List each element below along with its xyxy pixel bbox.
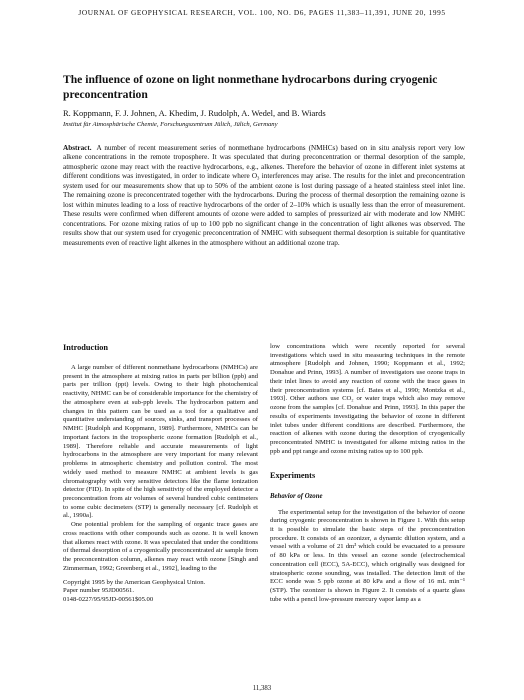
abstract-text: A number of recent measurement series of nonmethane hydrocarbons (NMHCs) based on in situ analysis report very low alkene concentrations in the remote troposphere. It was speculated that during preconcentration or thermal desorption of the sample, atmospheric ozone may react with the reactive hydrocarbons, e.g., alkenes. Therefore the behavior of ozone in different inlet systems at different conditions was investigated, in order to indicate where O₃ interferences may arise. The results for the inlet and preconcentration system used for our measurements show that up to 50% of the ambient ozone is lost during passage of a heated stainless steel inlet line. The remaining ozone is preconcentrated together with the hydrocarbons. During the process of thermal desorption the remaining ozone is lost within minutes leading to a loss of reactive hydrocarbons of the order of 2–10% which is usually less than the error of measurement. These results were confirmed when different amounts of ozone were added to samples of pressurized air with moderate and low NMHC concentrations. For ozone mixing ratios of up to 100 ppb no significant change in the concentration of light alkenes was observed. The results show that our system used for cryogenic preconcentration of NMHC with subsequent thermal desorption is suitable for quantitative measurements even of reactive light alkenes in the atmosphere without an additional ozone trap.: [63, 144, 465, 247]
journal-header: JOURNAL OF GEOPHYSICAL RESEARCH, VOL. 100, NO. D6, PAGES 11,383–11,391, JUNE 20, 1995: [78, 8, 446, 17]
article-authors: R. Koppmann, F. J. Johnen, A. Khedim, J. Rudolph, A. Wedel, and B. Wiards: [63, 108, 326, 118]
introduction-heading: Introduction: [63, 343, 109, 352]
copyright-line: Copyright 1995 by the American Geophysical Union.: [63, 578, 206, 586]
introduction-paragraph-2: One potential problem for the sampling of organic trace gases are cross reactions with other compounds such as ozone. It is well known that alkenes react with ozone. It was speculated that under the conditions of thermal desorption of a cryogenically preconcentrated air sample from the preconcentration column, alkenes may react with ozone [Singh and Zimmerman, 1992; Greenberg et al., 1992], leading to the: [63, 521, 258, 572]
article-title: The influence of ozone on light nonmethane hydrocarbons during cryogenic preconcentration: [63, 73, 438, 101]
abstract-label: Abstract.: [63, 144, 92, 152]
experiments-heading: Experiments: [270, 470, 316, 480]
introduction-paragraph-1: A large number of different nonmethane hydrocarbons (NMHCs) are present in the atmosphere at mixing ratios in parts per billion (ppb) and parts per trillion (ppt) levels. Owing to their high photochemical reactivity, NHMC can be of considerable importance for the chemistry of the atmosphere even at sub-ppb levels. The hydrocarbon pattern and changes in this pattern can be used as a tool for a qualitative and quantitative understanding of sources, sinks, and transport processes of NMHC [Rudolph and Koppmann, 1989]. Furthermore, NMHCs can be important factors in the tropospheric ozone formation [Rudolph et al., 1989]. Therefore reliable and accurate measurements of light hydrocarbons in the atmosphere are very important for many relevant problems in atmospheric chemistry and pollution control. The most widely used method to measure NMHC at ambient levels is gas chromatography with very sensitive detectors like the flame ionization detector (FID). In spite of the high sensitivity of the employed detector a preconcentration from air volumes of several hundred cubic centimeters to some cubic decimeters (STP) is generally necessary [cf. Rudolph et al., 1990a].: [63, 364, 258, 520]
page-number: 11,383: [252, 685, 272, 692]
article-code: 0148-0227/95/95JD-00561$05.00: [63, 596, 154, 604]
abstract: [63, 144, 465, 248]
behavior-of-ozone-heading: Behavior of Ozone: [270, 492, 323, 500]
introduction-paragraph-continued: low concentrations which were recently reported for several investigations which used in situ measuring techniques in the remote atmosphere [Rudolph and Johnen, 1990; Koppmann et al., 1992; Donahue and Prinn, 1993]. A number of investigators use ozone traps in their inlet lines to avoid any reaction of ozone with the trace gases in their preconcentration systems [cf. Bates et al., 1990; Montzka et al., 1993]. Other authors use CO₂ or water traps which also may remove ozone from the samples [cf. Donahue and Prinn, 1993]. In this paper the results of experiments investigating the behavior of ozone in different inlet tubes under different conditions are described. Furthermore, the reaction of alkenes with ozone during the desorption of cryogenically preconcentrated NMHC is investigated for alkene mixing ratios in the ppb and ppt range and ozone mixing ratios up to 100 ppb.: [270, 343, 465, 455]
right-column: [270, 343, 465, 605]
author-affiliation: Institut für Atmosphärische Chemie, Forschungszentrum Jülich, Jülich, Germany: [63, 121, 278, 128]
copyright-block: [63, 579, 258, 605]
experiments-paragraph-1: The experimental setup for the investigation of the behavior of ozone during cryogenic preconcentration is shown in Figure 1. With this setup it is possible to simulate the basic steps of the preconcentration procedure. It consists of an ozonizer, a dynamic dilution system, and a vessel with a volume of 21 dm³ which could be evacuated to a pressure of 80 kPa or less. In this vessel an ozone sonde (electrochemical concentration cell (ECC), 5A-ECC), which originally was designed for stratospheric ozone sounding, was installed. The detection limit of the ECC sonde was 5 ppb ozone at 80 kPa and a flow of 16 mL min⁻¹ (STP). The ozonizer is shown in Figure 2. It consists of a quartz glass tube with a pencil low-pressure mercury vapor lamp as a: [270, 508, 465, 603]
left-column: [63, 343, 258, 605]
paper-number: Paper number 95JD00561.: [63, 587, 135, 595]
